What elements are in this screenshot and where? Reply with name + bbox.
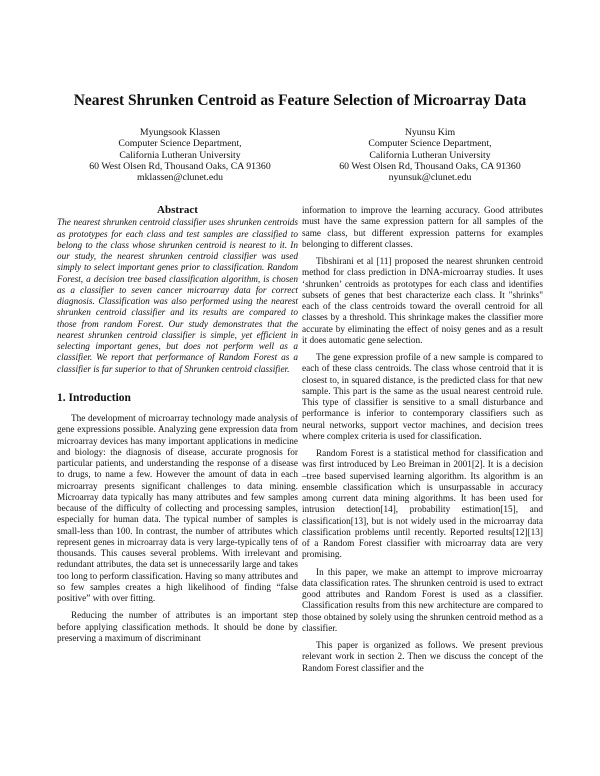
body-paragraph-2: Tibshirani et al [11] proposed the nearest shrunken centroid method for class prediction in DNA-microarray studies. It uses ‘shrunken’ centroids as prototypes for each class and identifies subsets of genes that best characterize each class. It "shrinks" each of the class centroids toward the overall centroid for all classes by a threshold. This shrinkage makes the classifier more accurate by eliminating the effect of noisy genes and as a result it does automatic gene selection. xyxy=(302,257,543,346)
author-address: 60 West Olsen Rd, Thousand Oaks, CA 91360 xyxy=(339,160,521,172)
author-name: Myungsook Klassen xyxy=(139,127,221,138)
author-block-2 xyxy=(300,127,560,183)
abstract-text: The nearest shrunken centroid classifier uses shrunken centroids as prototypes for each class and test samples are classified to belong to the class whose shrunken centroid is nearest to it. In our study, the nearest shrunken centroid classifier was used simply to select important genes prior to classification. Random Forest, a decision tree based classification algorithm, is chosen as a classifier to seven cancer microarray data for correct diagnosis. Classification was also performed using the nearest shrunken centroid classifier and its results are compared to those from random Forest. Our study demonstrates that the nearest shrunken centroid classifier is simple, yet efficient in selecting important genes, but does not perform well as a classifier. We report that performance of Random Forest as a classifier is far superior to that of Shrunken centroid classifier. xyxy=(57,218,298,375)
body-paragraph-1: information to improve the learning accuracy. Good attributes must have the same expression pattern for all samples of the same class, but different expression patterns for examples belonging to different classes. xyxy=(302,206,543,250)
author-name: Nyunsu Kim xyxy=(404,127,456,138)
right-column xyxy=(302,206,543,675)
abstract-heading: Abstract xyxy=(157,204,198,216)
author-department: Computer Science Department, xyxy=(368,138,492,150)
author-university: California Lutheran University xyxy=(119,149,241,161)
author-address: 60 West Olsen Rd, Thousand Oaks, CA 91360 xyxy=(89,160,271,172)
author-university: California Lutheran University xyxy=(369,149,491,161)
body-paragraph-5: In this paper, we make an attempt to improve microarray data classification rates. The shrunken centroid is used to extract good attributes and Random Forest is used as a classifier. Classification results from this new architecture are compared to those obtained by solely using the shrunken centroid method as a classifier. xyxy=(302,567,543,634)
body-paragraph-4: Random Forest is a statistical method for classification and was first introduced by Leo Breiman in 2001[2]. It is a decision –tree based supervised learning algorithm. Its algorithm is an ensemble classification which is unsurpassable in accuracy among current data mining algorithms. It has been used for intrusion detection[14], probability estimation[15], and classification[13], but is not widely used in the microarray data classification problems until recently. Reported results[12][13] of a Random Forest classifier with microarray data are very promising. xyxy=(302,449,543,561)
author-email: mklassen@clunet.edu xyxy=(136,172,223,184)
body-paragraph-3: The gene expression profile of a new sample is compared to each of these class centroids. The class whose centroid that it is closest to, in squared distance, is the predicted class for that new sample. This part is the same as the usual nearest centroid rule. This type of classifier is sensitive to a small disturbance and performance is inferior to contemporary classifiers such as neural networks, support vector machines, and decision trees where complex criteria is used for classification. xyxy=(302,353,543,442)
left-column xyxy=(57,205,298,645)
body-paragraph-6: This paper is organized as follows. We present previous relevant work in section 2. Then we discuss the concept of the Random Forest classifier and the xyxy=(302,641,543,674)
author-email: nyunsuk@clunet.edu xyxy=(388,172,472,184)
section-heading-introduction: 1. Introduction xyxy=(57,391,131,404)
author-department: Computer Science Department, xyxy=(118,138,242,150)
author-block-1 xyxy=(50,127,310,183)
intro-paragraph-2: Reducing the number of attributes is an important step before applying classification methods. It should be done by preserving a maximum of discriminant xyxy=(57,611,298,644)
intro-paragraph-1: The development of microarray technology made analysis of gene expressions possible. Analyzing gene expression data from microarray devices has many important applications in medicine and biology: the diagnosis of disease, accurate prognosis for particular patients, and understanding the response of a disease to drugs, to name a few. However the amount of data in each microarray presents significant challenges to data mining. Microarray data typically has many attributes and few samples because of the difficulty of collecting and processing samples, especially for human data. The typical number of samples is small-less than 100. In contrast, the number of attributes which represent genes in microarray data is very large-typically tens of thousands. This causes several problems. With irrelevant and redundant attributes, the data set is unnecessarily large and takes too long to perform classification. Having so many attributes and so few samples creates a high likelihood of finding “false positive” with over fitting. xyxy=(57,414,298,604)
paper-title: Nearest Shrunken Centroid as Feature Selection of Microarray Data xyxy=(73,92,527,109)
